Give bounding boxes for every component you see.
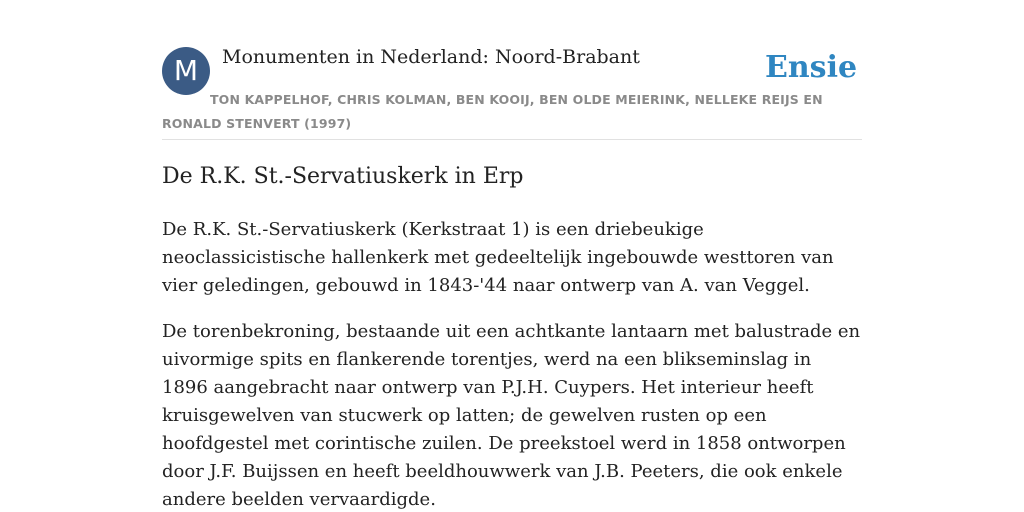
article-paragraph-2: De torenbekroning, bestaande uit een achtkante lantaarn met balustrade en uivormige spits en flankerende torentjes, werd na een blikseminslag in 1896 aangebracht naar ontwerp van P.J.H. Cuypers. Het interieur heeft kruisgewelven van stucwerk op latten; de gewelven rusten op een hoofdgestel met corintische zuilen. De preekstoel werd in 1858 ontworpen door J.F. Buijssen en heeft beeldhouwwerk van J.B. Peeters, die ook enkele andere beelden vervaardigde. xyxy=(162,321,861,510)
article-paragraph-1: De R.K. St.-Servatiuskerk (Kerkstraat 1) is een driebeukige neoclassicistische hallenkerk met gedeeltelijk ingebouwde westtoren van vier geledingen, gebouwd in 1843-'44 naar ontwerp van A. van Veggel. xyxy=(162,219,834,296)
avatar: M xyxy=(162,47,210,95)
book-title[interactable]: Monumenten in Nederland: Noord-Brabant xyxy=(222,46,640,68)
ensie-logo[interactable]: Ensie xyxy=(765,50,858,85)
divider xyxy=(162,139,862,140)
authors-line: TON KAPPELHOF, CHRIS KOLMAN, BEN KOOIJ, BEN OLDE MEIERINK, NELLEKE REIJS EN RONALD STENVERT (1997) xyxy=(162,92,823,131)
article-title: De R.K. St.-Servatiuskerk in Erp xyxy=(162,164,524,189)
